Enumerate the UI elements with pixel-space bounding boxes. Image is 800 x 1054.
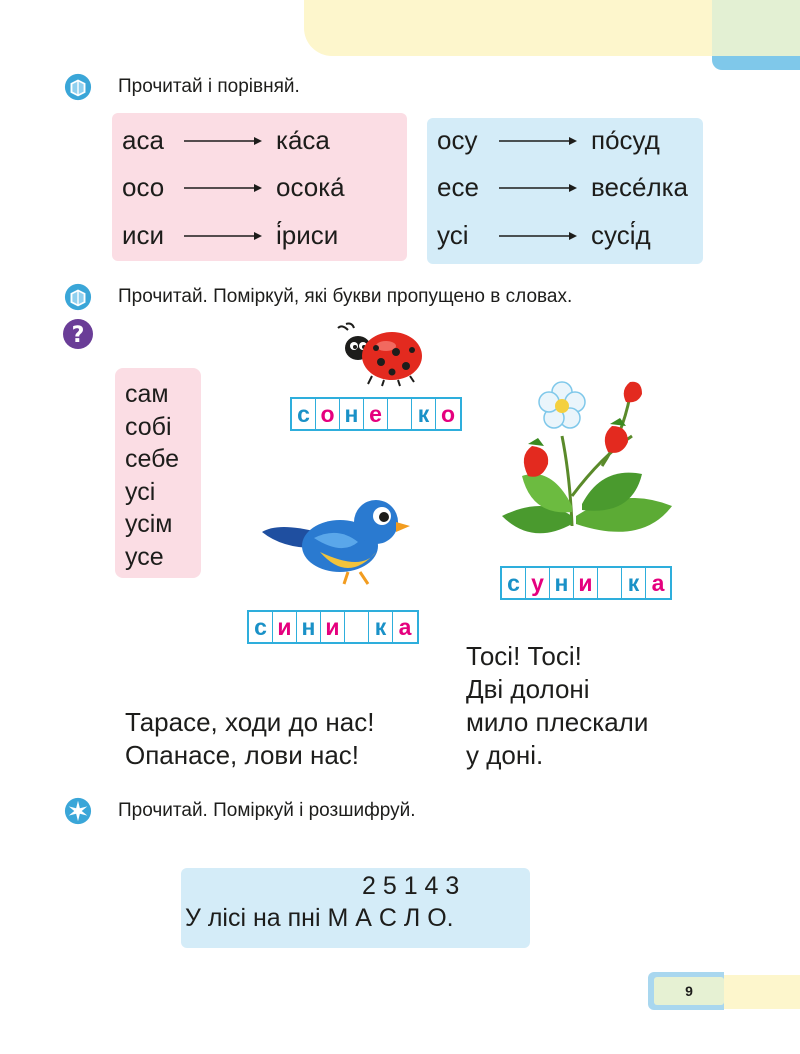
footer-decoration <box>724 975 800 1009</box>
poem-right <box>466 640 648 772</box>
compare-pair <box>437 220 651 251</box>
compare-panel-left <box>112 113 407 261</box>
compare-pair <box>122 220 338 251</box>
letter-cell: к <box>412 399 436 429</box>
letter-puzzle-strawberry <box>500 566 672 600</box>
letter-cell: к <box>369 612 393 642</box>
arrow-icon <box>499 230 577 242</box>
arrow-icon <box>184 230 262 242</box>
task-read-think <box>64 283 572 311</box>
svg-text:?: ? <box>71 323 85 348</box>
list-item: усе <box>125 542 164 571</box>
header-tab <box>712 0 800 58</box>
compare-pair <box>122 125 330 156</box>
compare-pair <box>122 172 345 203</box>
poem-line: мило плескали <box>466 707 649 737</box>
poem-line: Тосі! Тосі! <box>466 641 582 671</box>
letter-cell: и <box>273 612 297 642</box>
syllable: аса <box>122 125 164 155</box>
missing-letter-cell[interactable] <box>598 568 622 598</box>
book-icon <box>64 73 92 101</box>
question-icon <box>62 318 94 355</box>
letter-puzzle-ladybug <box>290 397 462 431</box>
cipher-numbers: 2 5 1 4 3 <box>362 872 460 900</box>
letter-cell: к <box>622 568 646 598</box>
letter-cell: а <box>651 569 665 596</box>
strawberry-plant-illustration <box>492 376 692 541</box>
compare-panel-right <box>427 118 703 264</box>
poem-line: Тарасе, ходи до нас! <box>125 707 375 737</box>
letter-cell: и <box>574 568 598 598</box>
arrow-icon <box>499 135 577 147</box>
letter-cell: н <box>550 568 574 598</box>
list-item: сам <box>125 380 169 408</box>
arrow-icon <box>184 182 262 194</box>
poem-line: у доні. <box>466 740 544 770</box>
list-item: усі <box>125 477 156 506</box>
syllable: осо <box>122 172 165 202</box>
compare-pair <box>437 172 688 203</box>
word: весе́лка <box>591 172 689 202</box>
missing-letter-cell[interactable] <box>345 612 369 642</box>
bird-illustration <box>258 492 414 593</box>
word: по́суд <box>591 125 660 155</box>
header-decoration <box>304 0 724 56</box>
arrow-icon <box>499 182 577 194</box>
poem-line: Дві долоні <box>466 674 590 704</box>
letter-cell: а <box>398 613 412 640</box>
task-read-compare <box>64 73 300 101</box>
letter-puzzle-bird <box>247 610 419 644</box>
letter-cell: у <box>526 568 550 598</box>
letter-cell: с <box>249 612 273 642</box>
syllable: иси <box>122 220 165 250</box>
word: сусі́д <box>591 220 651 250</box>
list-item: собі <box>125 412 172 441</box>
letter-cell: е <box>364 399 388 429</box>
letter-cell: и <box>321 612 345 642</box>
cipher-box <box>181 868 530 948</box>
task-instruction: Прочитай і порівняй. <box>118 76 300 97</box>
list-item: усім <box>125 510 173 538</box>
cipher-sentence: У лісі на пні М А С Л О. <box>185 904 454 932</box>
ladybug-illustration <box>336 322 428 393</box>
page-number: 9 <box>654 977 724 1005</box>
task-instruction: Прочитай. Поміркуй і розшифруй. <box>118 800 416 821</box>
word: ка́са <box>276 125 330 155</box>
syllable: есе <box>437 172 479 202</box>
letter-cell: о <box>316 399 340 429</box>
header-tab-stripe <box>712 56 800 70</box>
list-item: себе <box>125 445 180 473</box>
letter-cell: о <box>440 400 456 427</box>
task-instruction: Прочитай. Поміркуй, які букви пропущено в словах. <box>118 286 573 307</box>
letter-cell: н <box>340 399 364 429</box>
poem-line: Опанасе, лови нас! <box>125 740 360 770</box>
syllable: осу <box>437 125 478 155</box>
syllable: усі <box>437 220 469 250</box>
compare-pair <box>437 125 660 156</box>
sparkle-icon <box>64 797 92 825</box>
letter-cell: с <box>502 568 526 598</box>
letter-cell: с <box>292 399 316 429</box>
word: осока́ <box>276 172 345 202</box>
missing-letter-cell[interactable] <box>388 399 412 429</box>
word: і́риси <box>276 220 339 250</box>
letter-cell: н <box>297 612 321 642</box>
word-list <box>115 368 201 578</box>
arrow-icon <box>184 135 262 147</box>
poem-left <box>125 706 374 772</box>
task-decode <box>64 797 415 825</box>
book-icon <box>64 283 92 311</box>
